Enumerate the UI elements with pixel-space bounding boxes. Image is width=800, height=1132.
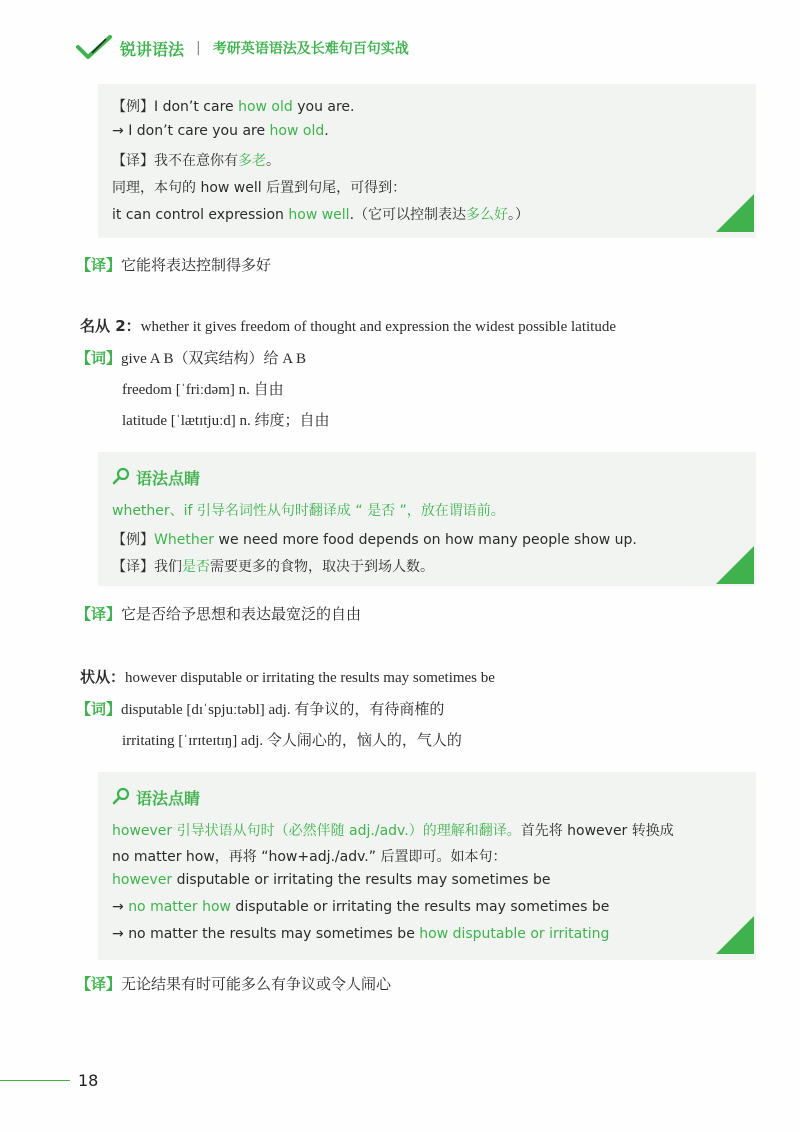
noun-clause-2: 名从 2：whether it gives freedom of thought and expression the widest possible latitude <box>80 317 616 335</box>
tip-transform-line: → no matter the results may sometimes be how disputable or irritating <box>112 926 610 942</box>
result-line: it can control expression how well.（它可以控制表达多么好。） <box>112 207 530 223</box>
page-number: 18 <box>78 1071 99 1090</box>
vocab-item: freedom [ˈfriːdəm] n. 自由 <box>122 382 284 398</box>
vocab-tag: 【词】disputable [dɪˈspjuːtəbl] adj. 有争议的，有待商榷的 <box>76 700 445 718</box>
grammar-tip-title: 语法点睛 <box>112 786 200 809</box>
tip-transform-line: → no matter how disputable or irritating the results may sometimes be <box>112 899 610 915</box>
tip-example: however disputable or irritating the results may sometimes be <box>112 872 551 888</box>
corner-triangle-icon <box>716 194 754 232</box>
grammar-tip-text: however 引导状语从句时（必然伴随 adj./adv.）的理解和翻译。首先将 however 转换成 <box>112 823 674 839</box>
book-subtitle: 考研英语语法及长难句百句实战 <box>212 41 409 57</box>
vocab-item: latitude [ˈlætɪtjuːd] n. 纬度；自由 <box>122 413 330 429</box>
checkmark-pen-icon <box>76 35 112 61</box>
translation-2: 【译】它是否给予思想和表达最宽泛的自由 <box>76 605 362 623</box>
corner-triangle-icon <box>716 546 754 584</box>
grammar-tip-text: no matter how，再将 “how+adj./adv.” 后置即可。如本句： <box>112 849 507 865</box>
example-translation: 【译】我不在意你有多老。 <box>112 153 280 169</box>
vocab-item: give A B（双宾结构）给 A B <box>121 351 307 367</box>
magnifier-icon <box>112 787 130 809</box>
translation-3: 【译】无论结果有时可能多么有争议或令人闹心 <box>76 975 392 993</box>
translation-1: 【译】它能将表达控制得多好 <box>76 256 272 274</box>
vocab-item: disputable [dɪˈspjuːtəbl] adj. 有争议的，有待商榷的 <box>121 702 445 718</box>
magnifier-icon <box>112 467 130 489</box>
adverbial-clause: 状从：however disputable or irritating the results may sometimes be <box>80 668 495 686</box>
corner-triangle-icon <box>716 916 754 954</box>
page-header <box>76 28 409 68</box>
grammar-tip-title: 语法点睛 <box>112 466 200 489</box>
example-transform-line: → I don’t care you are how old. <box>112 123 329 139</box>
vocab-item: irritating [ˈɪrɪteɪtɪŋ] adj. 令人闹心的，恼人的，气人的 <box>122 733 462 749</box>
tip-example-translation: 【译】我们是否需要更多的食物，取决于到场人数。 <box>112 559 434 575</box>
tip-example: 【例】Whether we need more food depends on how many people show up. <box>112 532 637 548</box>
analogy-line: 同理，本句的 how well 后置到句尾，可得到： <box>112 180 407 196</box>
vocab-tag: 【词】give A B（双宾结构）给 A B <box>76 349 307 367</box>
footer-rule <box>0 1080 70 1081</box>
grammar-tip-text: whether、if 引导名词性从句时翻译成 “ 是否 ”，放在谓语前。 <box>112 503 505 519</box>
brand-title: 锐讲语法 <box>120 39 185 59</box>
example-line: 【例】I don’t care how old you are. <box>112 99 355 115</box>
header-separator: | <box>196 40 201 56</box>
